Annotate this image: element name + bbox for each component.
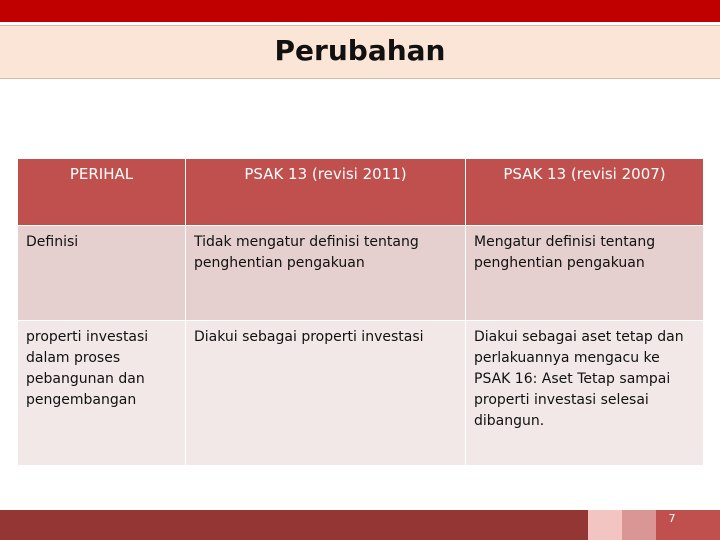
table-row	[18, 226, 704, 321]
table-header-row	[18, 159, 704, 226]
page-number: 7	[668, 512, 676, 525]
footer-block-mid	[622, 510, 656, 540]
comparison-table	[17, 158, 704, 466]
cell-perihal: Definisi	[18, 226, 186, 321]
cell-psak-2007: Mengatur definisi tentang penghentian pengakuan	[466, 226, 704, 321]
cell-psak-2011: Tidak mengatur definisi tentang penghentian pengakuan	[186, 226, 466, 321]
header-psak-2007: PSAK 13 (revisi 2007)	[466, 159, 704, 226]
cell-psak-2007: Diakui sebagai aset tetap dan perlakuannya mengacu ke PSAK 16: Aset Tetap sampai properti investasi selesai dibangun.	[466, 321, 704, 466]
header-psak-2011: PSAK 13 (revisi 2011)	[186, 159, 466, 226]
footer-bar	[0, 510, 588, 540]
header-perihal: PERIHAL	[18, 159, 186, 226]
top-accent-bar	[0, 0, 720, 23]
slide-title: Perubahan	[274, 34, 446, 67]
table-row	[18, 321, 704, 466]
footer-block-light	[588, 510, 622, 540]
cell-perihal: properti investasi dalam proses pebangunan dan pengembangan	[18, 321, 186, 466]
cell-psak-2011: Diakui sebagai properti investasi	[186, 321, 466, 466]
